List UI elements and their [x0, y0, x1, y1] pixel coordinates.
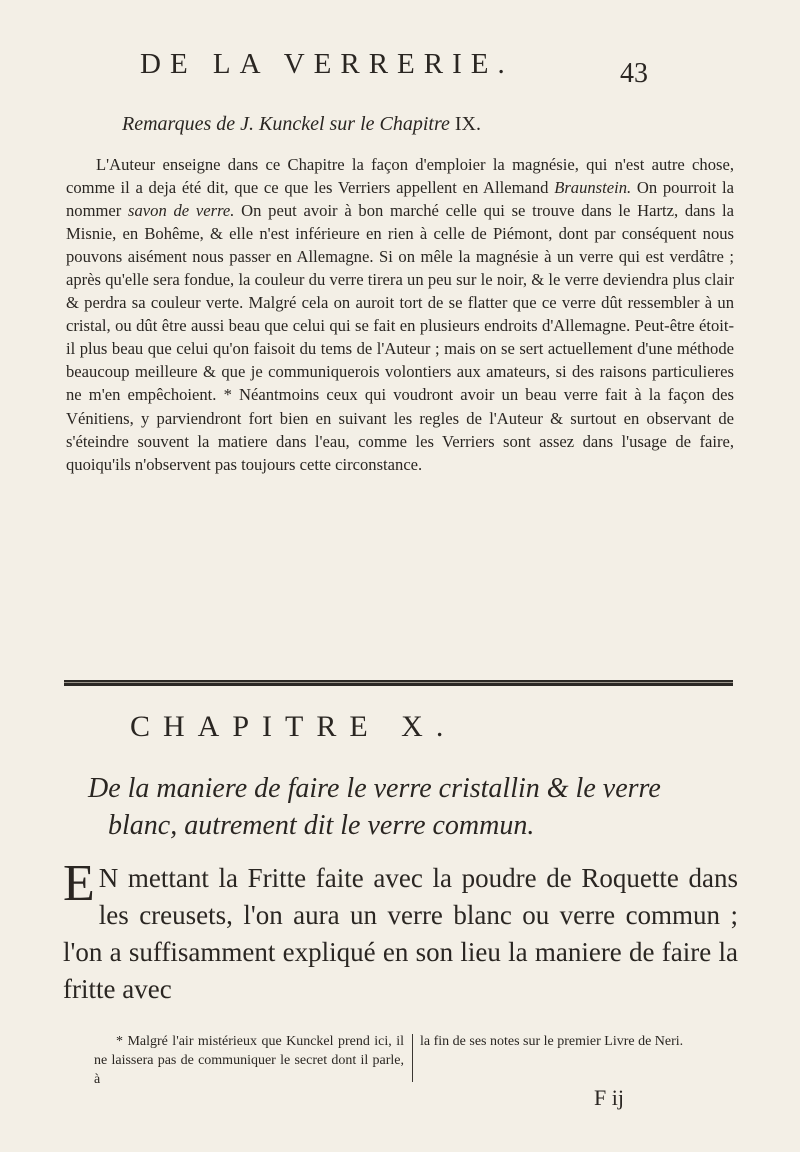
footnote-left-column: * Malgré l'air mistérieux que Kunckel prend ici, il ne laissera pas de communiquer le secret dont il parle, à [94, 1034, 404, 1087]
drop-cap: E [63, 855, 95, 912]
remarks-paragraph [66, 153, 734, 476]
remarks-title-chapter: IX. [454, 113, 481, 135]
remarks-body [66, 153, 734, 476]
remarks-title-text: Remarques de J. Kunckel sur le Chapitre [122, 113, 450, 135]
remarks-text-1: L'Auteur enseigne dans ce Chapitre la façon d'emploier la magnésie, qui n'est autre chose, comme il a deja été dit, que ce que les Verriers appellent en Allemand [66, 155, 734, 198]
page-number: 43 [620, 58, 648, 89]
remarks-text-2: On pourroit la nommer [66, 178, 734, 221]
chapter-body [63, 855, 738, 1008]
footnote-divider [412, 1034, 413, 1082]
remarks-text-3: On peut avoir à bon marché celle qui se trouve dans le Hartz, dans la Misnie, en Bohême, & elle n'est inférieure en rien à celle de Piémont, dont par conséquent nous pouvons aisément nous passer en Allemagne. Si on mêle la magnésie à un verre qui est verdâtre ; après qu'elle sera fondue, la couleur du verre tirera un peu sur le noir, & le verre deviendra plus clair & perdra sa couleur verte. Malgré cela on auroit tort de se flatter que ce verre dût ressembler à un cristal, ou dût être aussi beau que celui qui se fait en plusieurs endroits d'Allemagne. Peut-être étoit-il plus beau que celui qu'on faisoit du tems de l'Auteur ; mais on se sert actuellement d'une méthode beaucoup meilleure & que je communiquerois volontiers aux amateurs, si des raisons particulieres ne m'en empêchoient. * Néantmoins ceux qui voudront avoir un beau verre fait à la façon des Vénitiens, y parviendront fort bien en suivant les regles de l'Auteur & surtout en observant de s'éteindre souvent la matiere dans l'eau, comme les Verriers sont assez dans l'usage de faire, quoiqu'ils n'observent pas toujours cette circonstance. [66, 201, 734, 474]
footnote-right-column: la fin de ses notes sur le premier Livre de Neri. [420, 1034, 684, 1049]
remarks-title [122, 113, 682, 136]
remarks-term-savon: savon de verre. [128, 201, 235, 221]
running-head: DE LA VERRERIE. [140, 48, 514, 80]
remarks-term-braunstein: Braunstein. [554, 178, 632, 198]
chapter-title [88, 770, 728, 844]
signature-mark: F ij [594, 1085, 624, 1110]
ornamental-rule [64, 680, 733, 687]
chapter-body-text: N mettant la Fritte faite avec la poudre de Roquette dans les creusets, l'on aura un verre blanc ou verre commun ; l'on a suffisamment expliqué en son lieu la maniere de faire la fritte avec [63, 863, 738, 1004]
chapter-title-line-2: blanc, autrement dit le verre commun. [108, 810, 535, 841]
chapter-title-line-1: De la maniere de faire le verre cristallin & le verre [88, 773, 661, 804]
chapter-heading: CHAPITRE X. [130, 710, 457, 743]
